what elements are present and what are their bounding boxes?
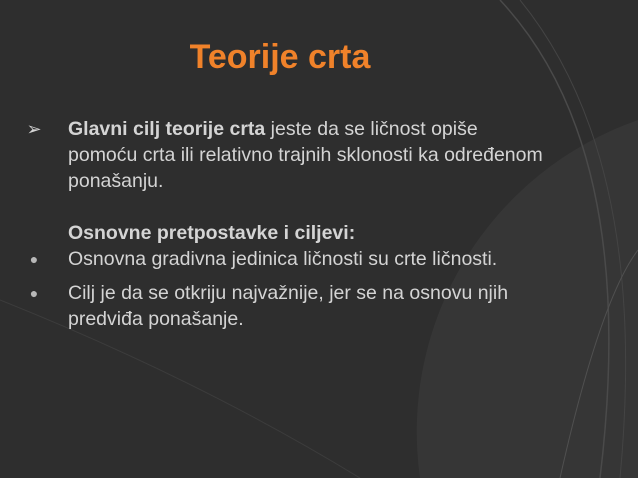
bullet-goal-text: Cilj je da se otkriju najvažnije, jer se na osnovu njih predviđa ponašanje. (68, 282, 509, 330)
bullet-basic-unit-text: Osnovna gradivna jedinica ličnosti su crte ličnosti. (68, 248, 498, 270)
main-goal-text: jeste da se ličnost opiše pomoću crta ili relativno trajnih sklonosti ka određenom ponašanju. (68, 118, 543, 192)
arrow-right-bullet-icon: ➢ (26, 119, 42, 139)
dot-bullet-icon: ● (29, 285, 39, 301)
dot-bullet-icon: ● (29, 251, 39, 267)
subheading-assumptions: Osnovne pretpostavke i ciljevi: (68, 222, 356, 244)
bullet-item-goal (24, 280, 544, 332)
slide-title: Teorije crta (189, 38, 371, 76)
slide-body (24, 116, 544, 332)
bullet-item-basic-unit (24, 246, 544, 272)
paragraph-main-goal (24, 116, 544, 194)
main-goal-bold-text: Glavni cilj teorije crta (68, 118, 266, 140)
